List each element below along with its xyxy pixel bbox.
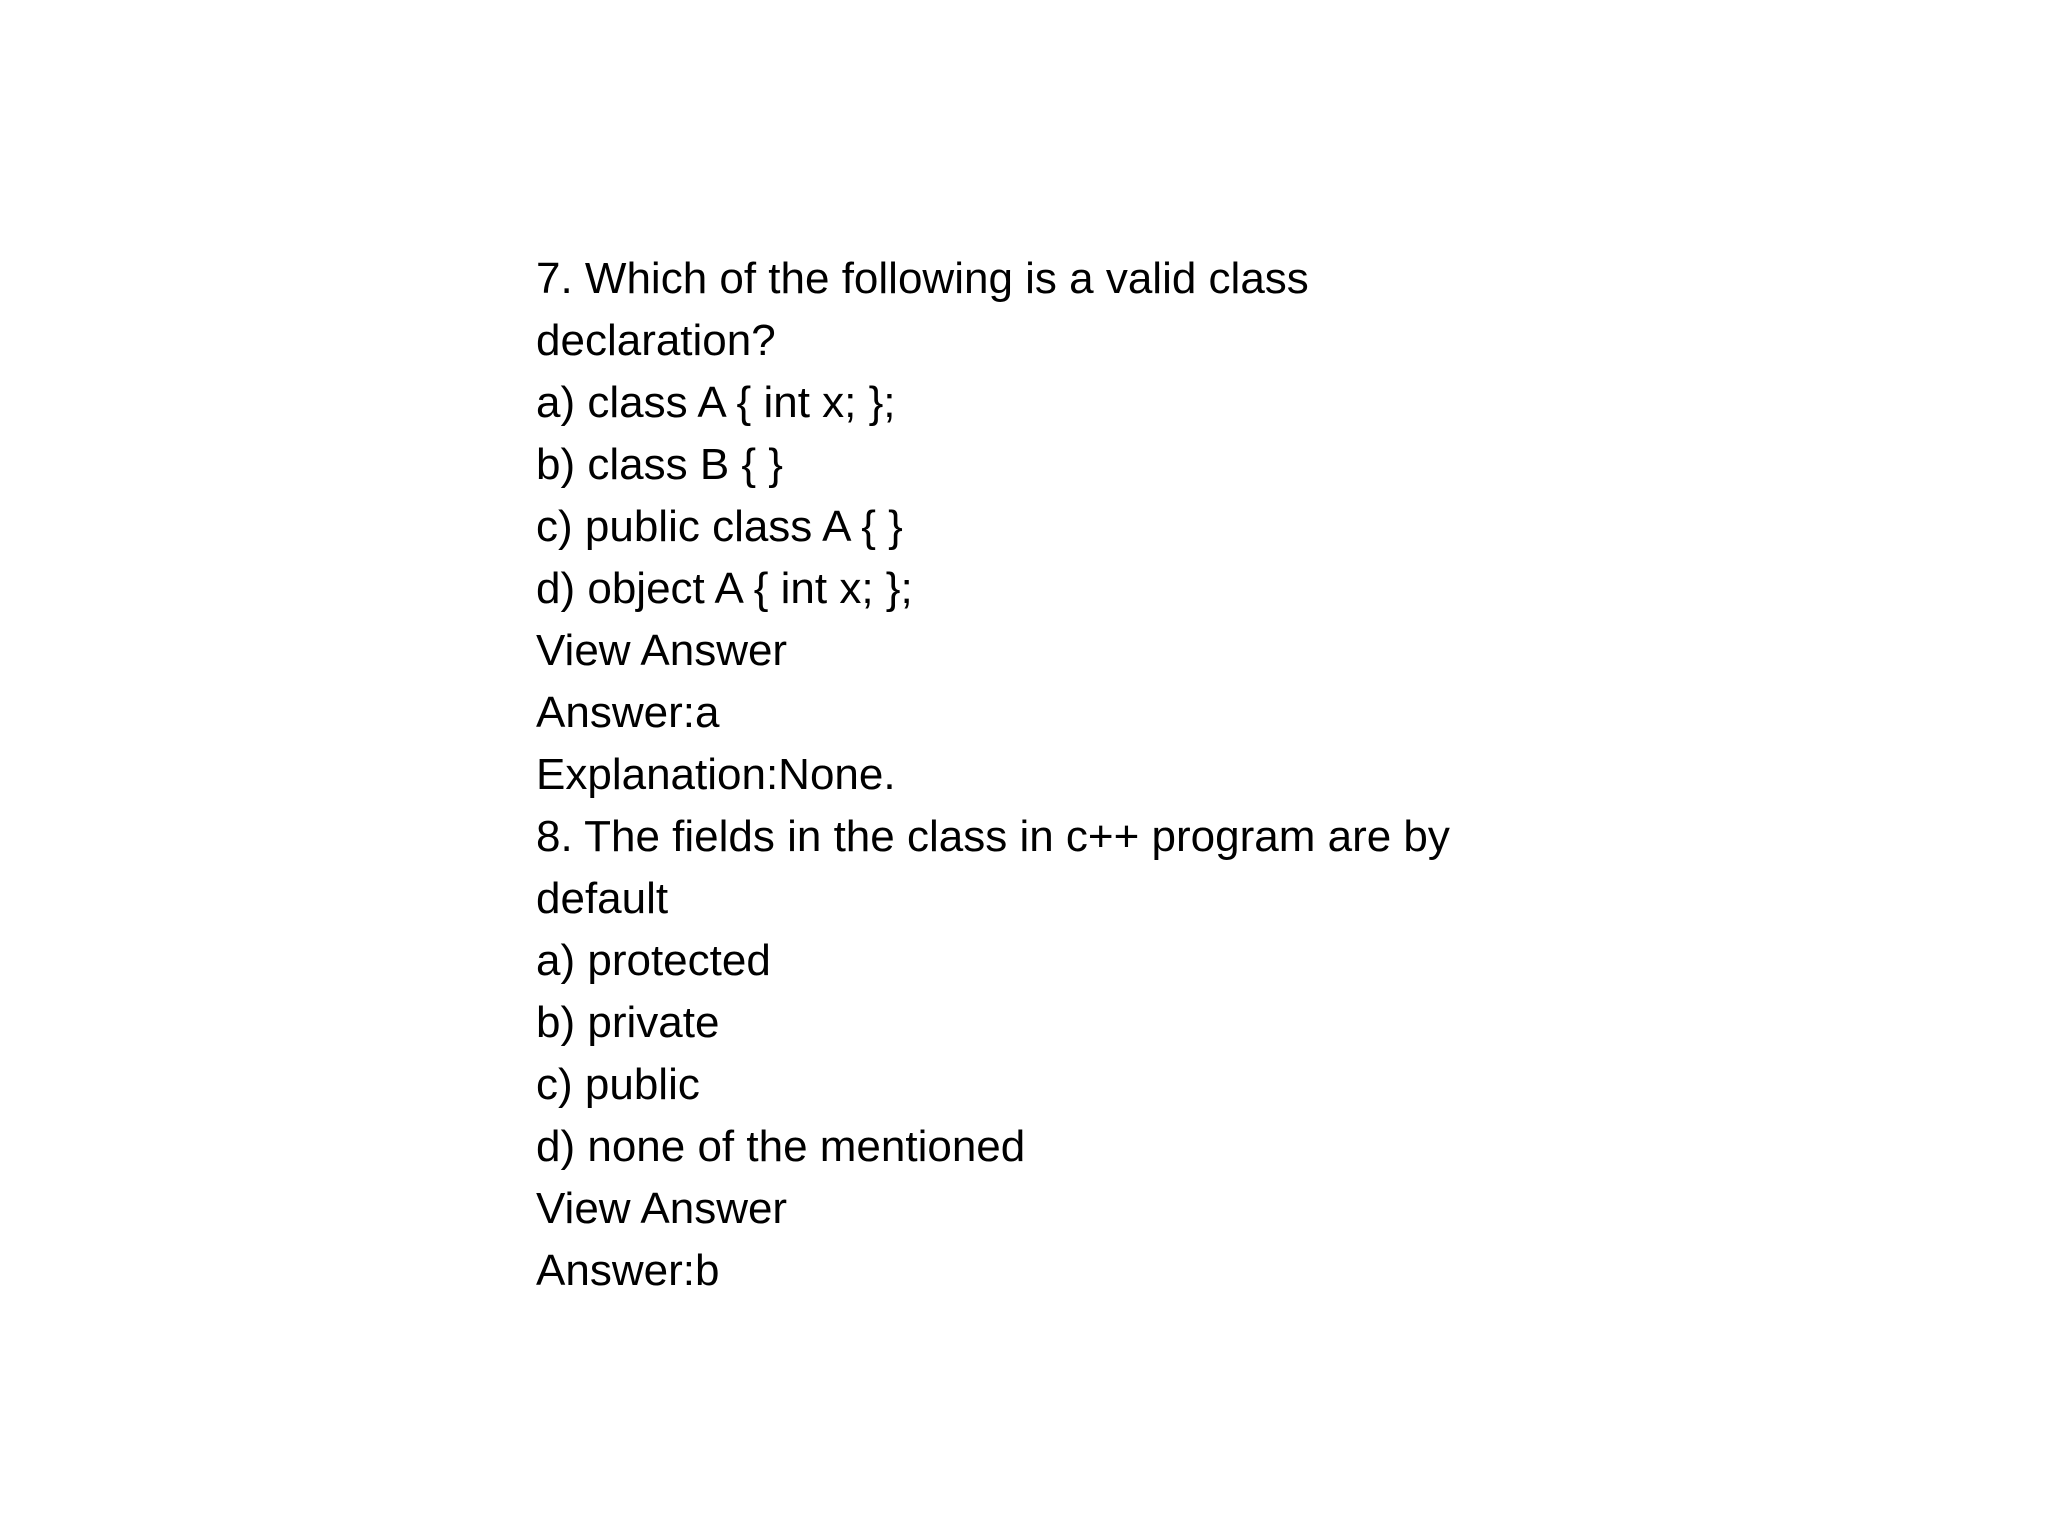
question-8-option-a: a) protected: [536, 936, 771, 985]
question-8-text-line-1: 8. The fields in the class in c++ program are by: [536, 812, 1450, 861]
question-8-text-line-2: default: [536, 874, 669, 923]
question-8-view-answer: View Answer: [536, 1184, 788, 1233]
question-7-explanation: Explanation:None.: [536, 750, 896, 799]
question-7-option-d: d) object A { int x; };: [536, 564, 913, 613]
question-7-text-line-1: 7. Which of the following is a valid class: [536, 254, 1309, 303]
question-7-option-a: a) class A { int x; };: [536, 378, 896, 427]
question-8-answer: Answer:b: [536, 1246, 720, 1295]
question-8-option-b: b) private: [536, 998, 720, 1047]
question-7-answer: Answer:a: [536, 688, 720, 737]
question-7-view-answer: View Answer: [536, 626, 788, 675]
question-8-option-d: d) none of the mentioned: [536, 1122, 1026, 1171]
slide-body-text: [536, 248, 1576, 1302]
question-7-option-c: c) public class A { }: [536, 502, 903, 551]
question-8-option-c: c) public: [536, 1060, 700, 1109]
question-7-option-b: b) class B { }: [536, 440, 784, 489]
question-7-text-line-2: declaration?: [536, 316, 776, 365]
